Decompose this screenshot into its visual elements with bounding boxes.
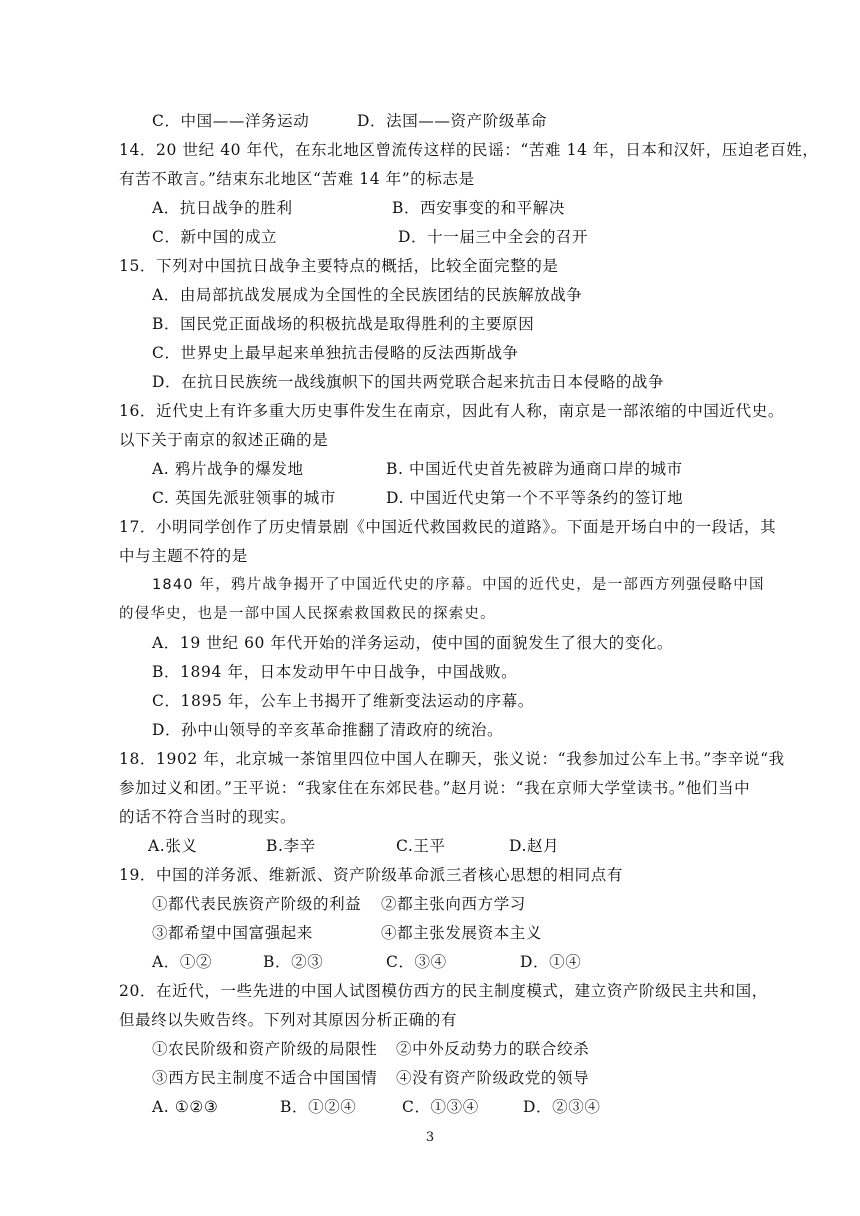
q20-statement-1: ①农民阶级和资产阶级的局限性	[152, 1040, 378, 1058]
q16-stem-line2: 以下关于南京的叙述正确的是	[119, 431, 329, 449]
q16-option-d: D. 中国近代史第一个不平等条约的签订地	[386, 489, 684, 507]
q18-option-a: A.张义	[148, 837, 198, 855]
page-number: 3	[425, 1130, 435, 1145]
q19-statement-1: ①都代表民族资产阶级的利益	[152, 895, 362, 913]
q17-quote-line1: 1840 年，鸦片战争揭开了中国近代史的序幕。中国的近代史，是一部西方列强侵略中国	[152, 577, 765, 593]
q14-option-c: C．新中国的成立	[152, 228, 278, 246]
q17-stem-line2: 中与主题不符的是	[119, 547, 248, 565]
q17-option-d: D．孙中山领导的辛亥革命推翻了清政府的统治。	[152, 721, 504, 739]
q14-option-d: D．十一届三中全会的召开	[398, 228, 589, 246]
q17-option-a: A．19 世纪 60 年代开始的洋务运动，使中国的面貌发生了很大的变化。	[152, 634, 674, 652]
q15-stem: 15．下列对中国抗日战争主要特点的概括，比较全面完整的是	[119, 257, 559, 275]
q13-option-d: D．法国——资产阶级革命	[357, 112, 548, 130]
q18-option-d: D.赵月	[509, 837, 560, 855]
q20-statement-2: ②中外反动势力的联合绞杀	[396, 1040, 590, 1058]
q18-option-b: B.李辛	[266, 837, 316, 855]
q20-option-c: C．①③④	[402, 1098, 479, 1116]
q15-option-d: D．在抗日民族统一战线旗帜下的国共两党联合起来抗击日本侵略的战争	[152, 373, 665, 391]
q19-option-b: B．②③	[263, 953, 324, 971]
q19-statement-4: ④都主张发展资本主义	[381, 924, 543, 942]
q17-option-b: B．1894 年，日本发动甲午中日战争，中国战败。	[152, 663, 518, 681]
q19-option-d: D．①④	[520, 953, 582, 971]
q14-option-b: B．西安事变的和平解决	[392, 199, 565, 217]
q18-option-c: C.王平	[396, 837, 446, 855]
q20-stem-line1: 20．在近代，一些先进的中国人试图模仿西方的民主制度模式，建立资产阶级民主共和国，	[119, 982, 768, 1000]
q20-option-a: A. ①②③	[152, 1098, 219, 1116]
q16-option-a: A. 鸦片战争的爆发地	[152, 460, 304, 478]
q16-stem-line1: 16．近代史上有许多重大历史事件发生在南京，因此有人称，南京是一部浓缩的中国近代史。	[119, 402, 784, 420]
q18-stem-line1: 18．1902 年，北京城一茶馆里四位中国人在聊天，张义说：“我参加过公车上书。”李辛说“我	[119, 750, 785, 768]
q14-option-a: A．抗日战争的胜利	[152, 199, 293, 217]
q17-stem-line1: 17．小明同学创作了历史情景剧《中国近代救国救民的道路》。下面是开场白中的一段话，其	[119, 518, 777, 536]
q15-option-c: C．世界史上最早起来单独抗击侵略的反法西斯战争	[152, 344, 519, 362]
q15-option-a: A．由局部抗战发展成为全国性的全民族团结的民族解放战争	[152, 286, 583, 304]
q19-statement-2: ②都主张向西方学习	[381, 895, 526, 913]
q13-option-c: C．中国——洋务运动	[152, 112, 310, 130]
q14-stem-line1: 14．20 世纪 40 年代，在东北地区曾流传这样的民谣：“苦难 14 年，日本和汉奸，压迫老百姓，	[119, 141, 819, 159]
q20-stem-line2: 但最终以失败告终。下列对其原因分析正确的有	[119, 1011, 458, 1029]
q14-stem-line2: 有苦不敢言。”结束东北地区“苦难 14 年”的标志是	[119, 170, 475, 188]
q18-stem-line2: 参加过义和团。”王平说：“我家住在东郊民巷。”赵月说：“我在京师大学堂读书。”他们当中	[119, 779, 751, 797]
q17-quote-line2: 的侵华史，也是一部中国人民探索救国救民的探索史。	[119, 606, 496, 622]
q20-statement-3: ③西方民主制度不适合中国国情	[152, 1069, 378, 1087]
q16-option-b: B. 中国近代史首先被辟为通商口岸的城市	[386, 460, 683, 478]
q15-option-b: B．国民党正面战场的积极抗战是取得胜利的主要原因	[152, 315, 535, 333]
q19-option-a: A．①②	[152, 953, 213, 971]
q20-option-b: B．①②④	[280, 1098, 357, 1116]
q20-option-d: D．②③④	[523, 1098, 601, 1116]
q19-option-c: C．③④	[386, 953, 447, 971]
q18-stem-line3: 的话不符合当时的现实。	[119, 808, 297, 826]
q16-option-c: C. 英国先派驻领事的城市	[152, 489, 336, 507]
q19-statement-3: ③都希望中国富强起来	[152, 924, 314, 942]
q20-statement-4: ④没有资产阶级政党的领导	[396, 1069, 590, 1087]
q19-stem: 19．中国的洋务派、维新派、资产阶级革命派三者核心思想的相同点有	[119, 866, 623, 884]
q17-option-c: C．1895 年，公车上书揭开了维新变法运动的序幕。	[152, 692, 534, 710]
